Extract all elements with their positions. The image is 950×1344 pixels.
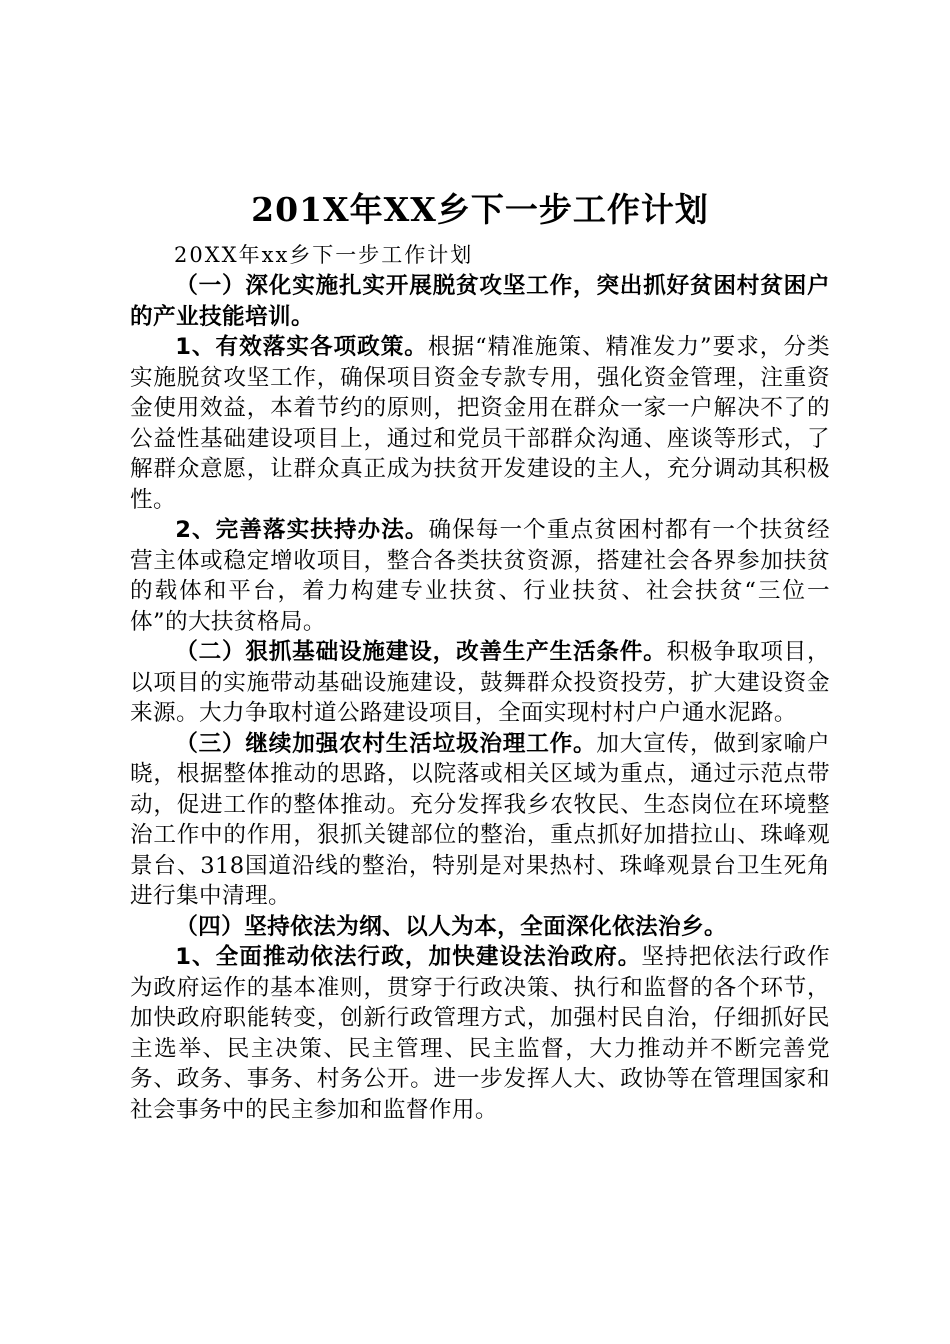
- paragraph-lead: （四）坚持依法为纲、以人为本，全面深化依法治乡。: [175, 913, 728, 940]
- paragraph-lead: （三）继续加强农村生活垃圾治理工作。: [175, 730, 597, 757]
- section-heading-1: [130, 271, 830, 332]
- paragraph-text: 根据“精准施策、精准发力”要求，分类实施脱贫攻坚工作，确保项目资金专款专用，强化资金管理，注重资金使用效益，本着节约的原则，把资金用在群众一家一户解决不了的公益性基础建设项目上，通过和党员干部群众沟通、座谈等形式，了解群众意愿，让群众真正成为扶贫开发建设的主人，充分调动其积极性。: [130, 334, 830, 513]
- paragraph-text: 加大宣传，做到家喻户晓，根据整体推动的思路，以院落或相关区域为重点，通过示范点带动，促进工作的整体推动。充分发挥我乡农牧民、生态岗位在环境整治工作中的作用，狠抓关键部位的整治，重点抓好加措拉山、珠峰观景台、318国道沿线的整治，特别是对果热村、珠峰观景台卫生死角进行集中清理。: [130, 730, 831, 909]
- paragraph-lead: 1、有效落实各项政策。: [175, 334, 428, 360]
- paragraph-lead: 2、完善落实扶持办法。: [175, 517, 429, 543]
- paragraph-text: 确保每一个重点贫困村都有一个扶贫经营主体或稳定增收项目，整合各类扶贫资源，搭建社会各界参加扶贫的载体和平台，着力构建专业扶贫、行业扶贫、社会扶贫“三位一体”的大扶贫格局。: [130, 517, 830, 635]
- paragraph: [130, 637, 830, 729]
- paragraph: [130, 515, 830, 637]
- section-heading-4: [130, 912, 830, 943]
- paragraph-text: 积极争取项目，以项目的实施带动基础设施建设，鼓舞群众投资投劳，扩大建设资金来源。大力争取村道公路建设项目，全面实现村村户户通水泥路。: [130, 639, 830, 726]
- document-title: 201X年XX乡下一步工作计划: [251, 190, 709, 229]
- paragraph-lead: （二）狠抓基础设施建设，改善生产生活条件。: [175, 639, 667, 665]
- paragraph-lead: （一）深化实施扎实开展脱贫攻坚工作，突出抓好贫困村贫困户的产业技能培训。: [130, 273, 830, 330]
- paragraph: [130, 332, 830, 515]
- paragraph: [130, 729, 830, 912]
- paragraph-lead: 1、全面推动依法行政，加快建设法治政府。: [175, 944, 642, 970]
- document-page: [130, 188, 830, 1125]
- paragraph: [130, 942, 830, 1125]
- paragraph-text: 坚持把依法行政作为政府运作的基本准则，贯穿于行政决策、执行和监督的各个环节，加快政府职能转变，创新行政管理方式，加强村民自治，仔细抓好民主选举、民主决策、民主管理、民主监督，大力推动并不断完善党务、政务、事务、村务公开。进一步发挥人大、政协等在管理国家和社会事务中的民主参加和监督作用。: [130, 944, 830, 1123]
- document-subtitle: 20XX年xx乡下一步工作计划: [174, 243, 474, 267]
